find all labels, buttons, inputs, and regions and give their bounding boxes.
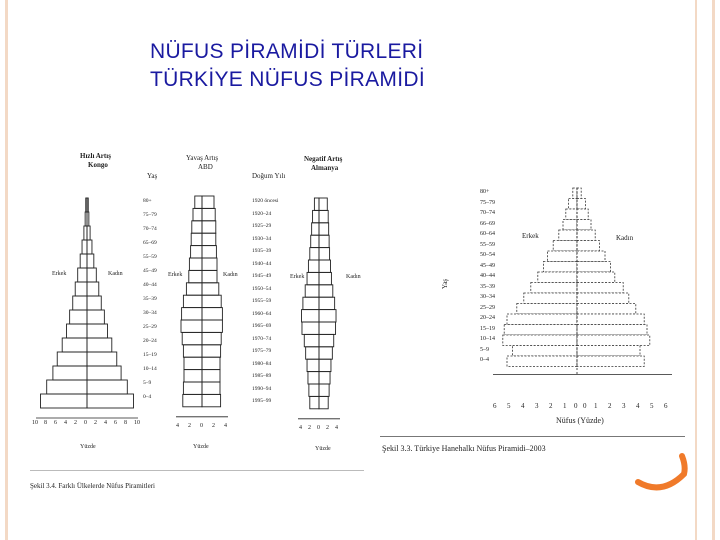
age-label: 0–4	[143, 394, 152, 400]
turkey-female-bar	[577, 314, 644, 325]
birth-year-label: 1920–24	[252, 210, 272, 217]
turkey-age-label: 0–4	[480, 357, 489, 363]
age-label: 30–34	[143, 310, 157, 316]
turkey-age-label: 50–54	[480, 252, 495, 258]
turkey-male-label: Erkek	[522, 232, 539, 240]
congo-tick: 4	[104, 420, 107, 426]
turkey-xlabel: Nüfus (Yüzde)	[556, 416, 604, 425]
congo-tick: 4	[64, 420, 67, 426]
abd-country: ABD	[198, 163, 213, 171]
turkey-male-bar	[538, 272, 577, 283]
age-label: 25–29	[143, 324, 157, 330]
abd-title: Yavaş Artış	[186, 154, 219, 162]
turkey-tick: 5	[650, 402, 654, 410]
almanya-female-bar	[319, 198, 327, 210]
turkey-male-bar	[559, 230, 577, 241]
turkey-male-bar	[553, 241, 577, 252]
turkey-tick: 0	[574, 402, 578, 410]
age-label: 65–69	[143, 240, 157, 246]
turkey-male-bar	[543, 262, 577, 273]
almanya-unit: Yüzde	[315, 446, 331, 452]
right-figure-divider	[380, 436, 685, 437]
turkey-age-label: 80+	[480, 189, 490, 195]
turkey-female-bar	[577, 346, 640, 357]
turkey-age-label: 45–49	[480, 262, 495, 269]
right-decorative-rail-outer	[712, 0, 715, 540]
turkey-age-label: 25–29	[480, 304, 495, 311]
almanya-female-bar	[319, 334, 334, 346]
almanya-female-bar	[319, 285, 333, 297]
turkey-male-bar	[517, 304, 577, 315]
birth-year-label: 1930–34	[252, 235, 272, 242]
almanya-female-bar	[319, 235, 329, 247]
turkey-male-bar	[507, 356, 577, 367]
age-label: 80+	[143, 198, 152, 204]
almanya-female-bar	[319, 272, 331, 284]
almanya-male-bar	[311, 235, 319, 247]
congo-tick: 6	[114, 420, 117, 426]
turkey-female-bar	[577, 283, 623, 294]
almanya-female-bar	[319, 322, 336, 334]
abd-tick: 2	[188, 423, 191, 429]
age-label: 45–49	[143, 268, 157, 274]
title-line-2: TÜRKİYE NÜFUS PİRAMİDİ	[150, 68, 425, 91]
birth-year-header: Doğum Yılı	[252, 172, 286, 180]
birth-year-label: 1935–39	[252, 248, 272, 254]
congo-tick: 10	[134, 420, 140, 426]
birth-year-label: 1980–84	[252, 360, 272, 367]
age-label: 35–39	[143, 296, 157, 302]
age-label: 55–59	[143, 254, 157, 260]
right-decorative-rail-inner	[695, 0, 697, 540]
almanya-female-bar	[319, 396, 328, 408]
birth-year-label: 1990–94	[252, 385, 272, 392]
birth-year-label: 1950–54	[252, 285, 272, 292]
turkey-female-bar	[577, 251, 605, 262]
turkey-female-bar	[577, 209, 588, 220]
turkey-tick: 1	[563, 402, 567, 410]
age-label: 70–74	[143, 226, 157, 232]
turkey-age-label: 10–14	[480, 336, 495, 342]
birth-year-label: 1965–69	[252, 323, 272, 329]
almanya-tick: 4	[299, 425, 302, 431]
turkey-age-label: 70–74	[480, 210, 495, 216]
almanya-tick: 0	[317, 425, 320, 431]
almanya-female-bar	[319, 384, 329, 396]
age-label: 15–19	[143, 352, 157, 358]
turkey-male-bar	[566, 209, 577, 220]
left-scanned-figure	[30, 148, 366, 500]
almanya-male-bar	[308, 260, 319, 272]
turkey-tick: 2	[549, 402, 553, 410]
age-label: 5–9	[143, 380, 152, 386]
turkey-age-label: 75–79	[480, 199, 495, 206]
turkey-age-label: 15–19	[480, 325, 495, 332]
almanya-country: Almanya	[311, 164, 339, 172]
turkey-tick: 3	[622, 402, 626, 410]
title-line-1: NÜFUS PİRAMİDİ TÜRLERİ	[150, 40, 424, 63]
turkey-male-bar	[573, 188, 577, 199]
birth-year-label: 1920 öncesi	[252, 198, 279, 204]
turkey-male-bar	[531, 283, 577, 294]
age-label: 10–14	[143, 366, 157, 372]
right-figure-caption: Şekil 3.3. Türkiye Hanehalkı Nüfus Piramidi–2003	[382, 444, 546, 453]
almanya-male-bar	[307, 272, 319, 284]
almanya-male-bar	[304, 334, 319, 346]
left-figure-caption: Şekil 3.4. Farklı Ülkelerde Nüfus Piramitleri	[30, 482, 156, 490]
birth-year-label: 1995–99	[252, 398, 272, 404]
turkey-female-bar	[577, 325, 647, 336]
abd-tick: 2	[212, 423, 215, 429]
turkey-female-bar	[577, 272, 615, 283]
left-decorative-rail	[5, 0, 8, 540]
turkey-male-bar	[513, 346, 577, 357]
turkey-male-bar	[563, 220, 577, 231]
almanya-female-bar	[319, 310, 336, 322]
congo-tick: 0	[84, 420, 87, 426]
turkey-female-bar	[577, 356, 644, 367]
turkey-tick: 2	[608, 402, 612, 410]
almanya-title: Negatif Artış	[304, 155, 343, 163]
almanya-tick: 2	[308, 425, 311, 431]
almanya-female-label: Kadın	[346, 274, 361, 280]
abd-tick: 0	[200, 423, 203, 429]
turkey-tick: 4	[521, 402, 525, 410]
congo-title: Hızlı Artış	[80, 152, 111, 160]
almanya-male-bar	[307, 359, 319, 371]
turkey-tick: 6	[493, 402, 497, 410]
abd-unit: Yüzde	[193, 444, 209, 450]
turkey-male-bar	[507, 314, 577, 325]
turkey-female-bar	[577, 293, 629, 304]
almanya-male-bar	[310, 396, 319, 408]
turkey-age-label: 40–44	[480, 273, 495, 279]
almanya-male-bar	[313, 210, 319, 222]
almanya-male-bar	[305, 285, 319, 297]
turkey-tick: 3	[535, 402, 539, 410]
almanya-female-bar	[319, 260, 331, 272]
turkey-age-label: 60–64	[480, 231, 495, 237]
almanya-female-bar	[319, 372, 330, 384]
abd-tick: 4	[176, 423, 179, 429]
turkey-age-label: 20–24	[480, 315, 495, 321]
congo-tick: 2	[74, 420, 77, 426]
turkey-female-bar	[577, 188, 581, 199]
turkey-tick: 1	[594, 402, 598, 410]
birth-year-label: 1985–89	[252, 373, 272, 379]
age-label: 40–44	[143, 282, 157, 288]
turkey-age-label: 30–34	[480, 294, 495, 300]
almanya-female-bar	[319, 347, 332, 359]
birth-year-label: 1925–29	[252, 223, 272, 229]
congo-country: Kongo	[88, 161, 108, 169]
turkey-male-bar	[503, 335, 577, 346]
turkey-female-bar	[577, 199, 585, 210]
turkey-age-axis-label: Yaş	[441, 278, 450, 290]
almanya-male-bar	[303, 297, 319, 309]
turkey-male-bar	[569, 199, 577, 210]
turkey-age-label: 35–39	[480, 283, 495, 290]
congo-tick: 8	[44, 420, 47, 426]
turkey-female-label: Kadın	[616, 234, 634, 242]
congo-tick: 6	[54, 420, 57, 426]
turkey-tick: 6	[664, 402, 668, 410]
almanya-female-bar	[319, 359, 331, 371]
birth-year-label: 1940–44	[252, 260, 272, 267]
turkey-male-bar	[548, 251, 577, 262]
turkey-tick: 5	[507, 402, 511, 410]
almanya-male-label: Erkek	[290, 274, 305, 280]
congo-female-label: Kadın	[108, 271, 123, 277]
almanya-tick: 2	[326, 425, 329, 431]
congo-unit: Yüzde	[80, 444, 96, 450]
orange-corner-accent	[636, 452, 688, 496]
almanya-male-bar	[309, 384, 319, 396]
turkey-female-bar	[577, 220, 591, 231]
turkey-age-label: 66–69	[480, 220, 495, 227]
turkey-female-bar	[577, 230, 595, 241]
birth-year-label: 1975–79	[252, 348, 272, 354]
turkey-tick: 0	[583, 402, 587, 410]
turkey-age-label: 5–9	[480, 346, 489, 353]
turkey-female-bar	[577, 335, 650, 346]
almanya-female-bar	[319, 210, 328, 222]
almanya-male-bar	[312, 223, 319, 235]
almanya-male-bar	[310, 248, 319, 260]
almanya-female-bar	[319, 223, 329, 235]
congo-tick: 10	[32, 420, 38, 426]
birth-year-label: 1970–74	[252, 335, 272, 342]
turkey-age-label: 55–59	[480, 241, 495, 248]
congo-tick: 2	[94, 420, 97, 426]
abd-female-label: Kadın	[223, 272, 238, 278]
almanya-tick: 4	[335, 425, 338, 431]
abd-tick: 4	[224, 423, 227, 429]
age-header: Yaş	[147, 172, 158, 180]
birth-year-label: 1945–49	[252, 273, 272, 279]
age-label: 20–24	[143, 338, 157, 344]
slide-title	[150, 38, 425, 94]
almanya-male-bar	[302, 310, 319, 322]
almanya-male-bar	[302, 322, 319, 334]
almanya-female-bar	[319, 297, 335, 309]
turkey-female-bar	[577, 262, 611, 273]
birth-year-label: 1955–59	[252, 298, 272, 304]
congo-tick: 8	[124, 420, 127, 426]
almanya-male-bar	[314, 198, 319, 210]
age-label: 75–79	[143, 212, 157, 218]
abd-male-label: Erkek	[168, 272, 183, 278]
turkey-female-bar	[577, 241, 599, 252]
left-figure-divider	[30, 470, 364, 471]
birth-year-label: 1960–64	[252, 310, 272, 317]
right-scanned-figure	[380, 180, 685, 470]
almanya-male-bar	[306, 347, 319, 359]
turkey-female-bar	[577, 304, 636, 315]
turkey-male-bar	[524, 293, 577, 304]
turkey-tick: 4	[636, 402, 640, 410]
turkey-pyramid	[380, 180, 685, 470]
almanya-female-bar	[319, 248, 330, 260]
congo-male-label: Erkek	[52, 271, 67, 277]
turkey-male-bar	[504, 325, 577, 336]
almanya-male-bar	[308, 372, 319, 384]
